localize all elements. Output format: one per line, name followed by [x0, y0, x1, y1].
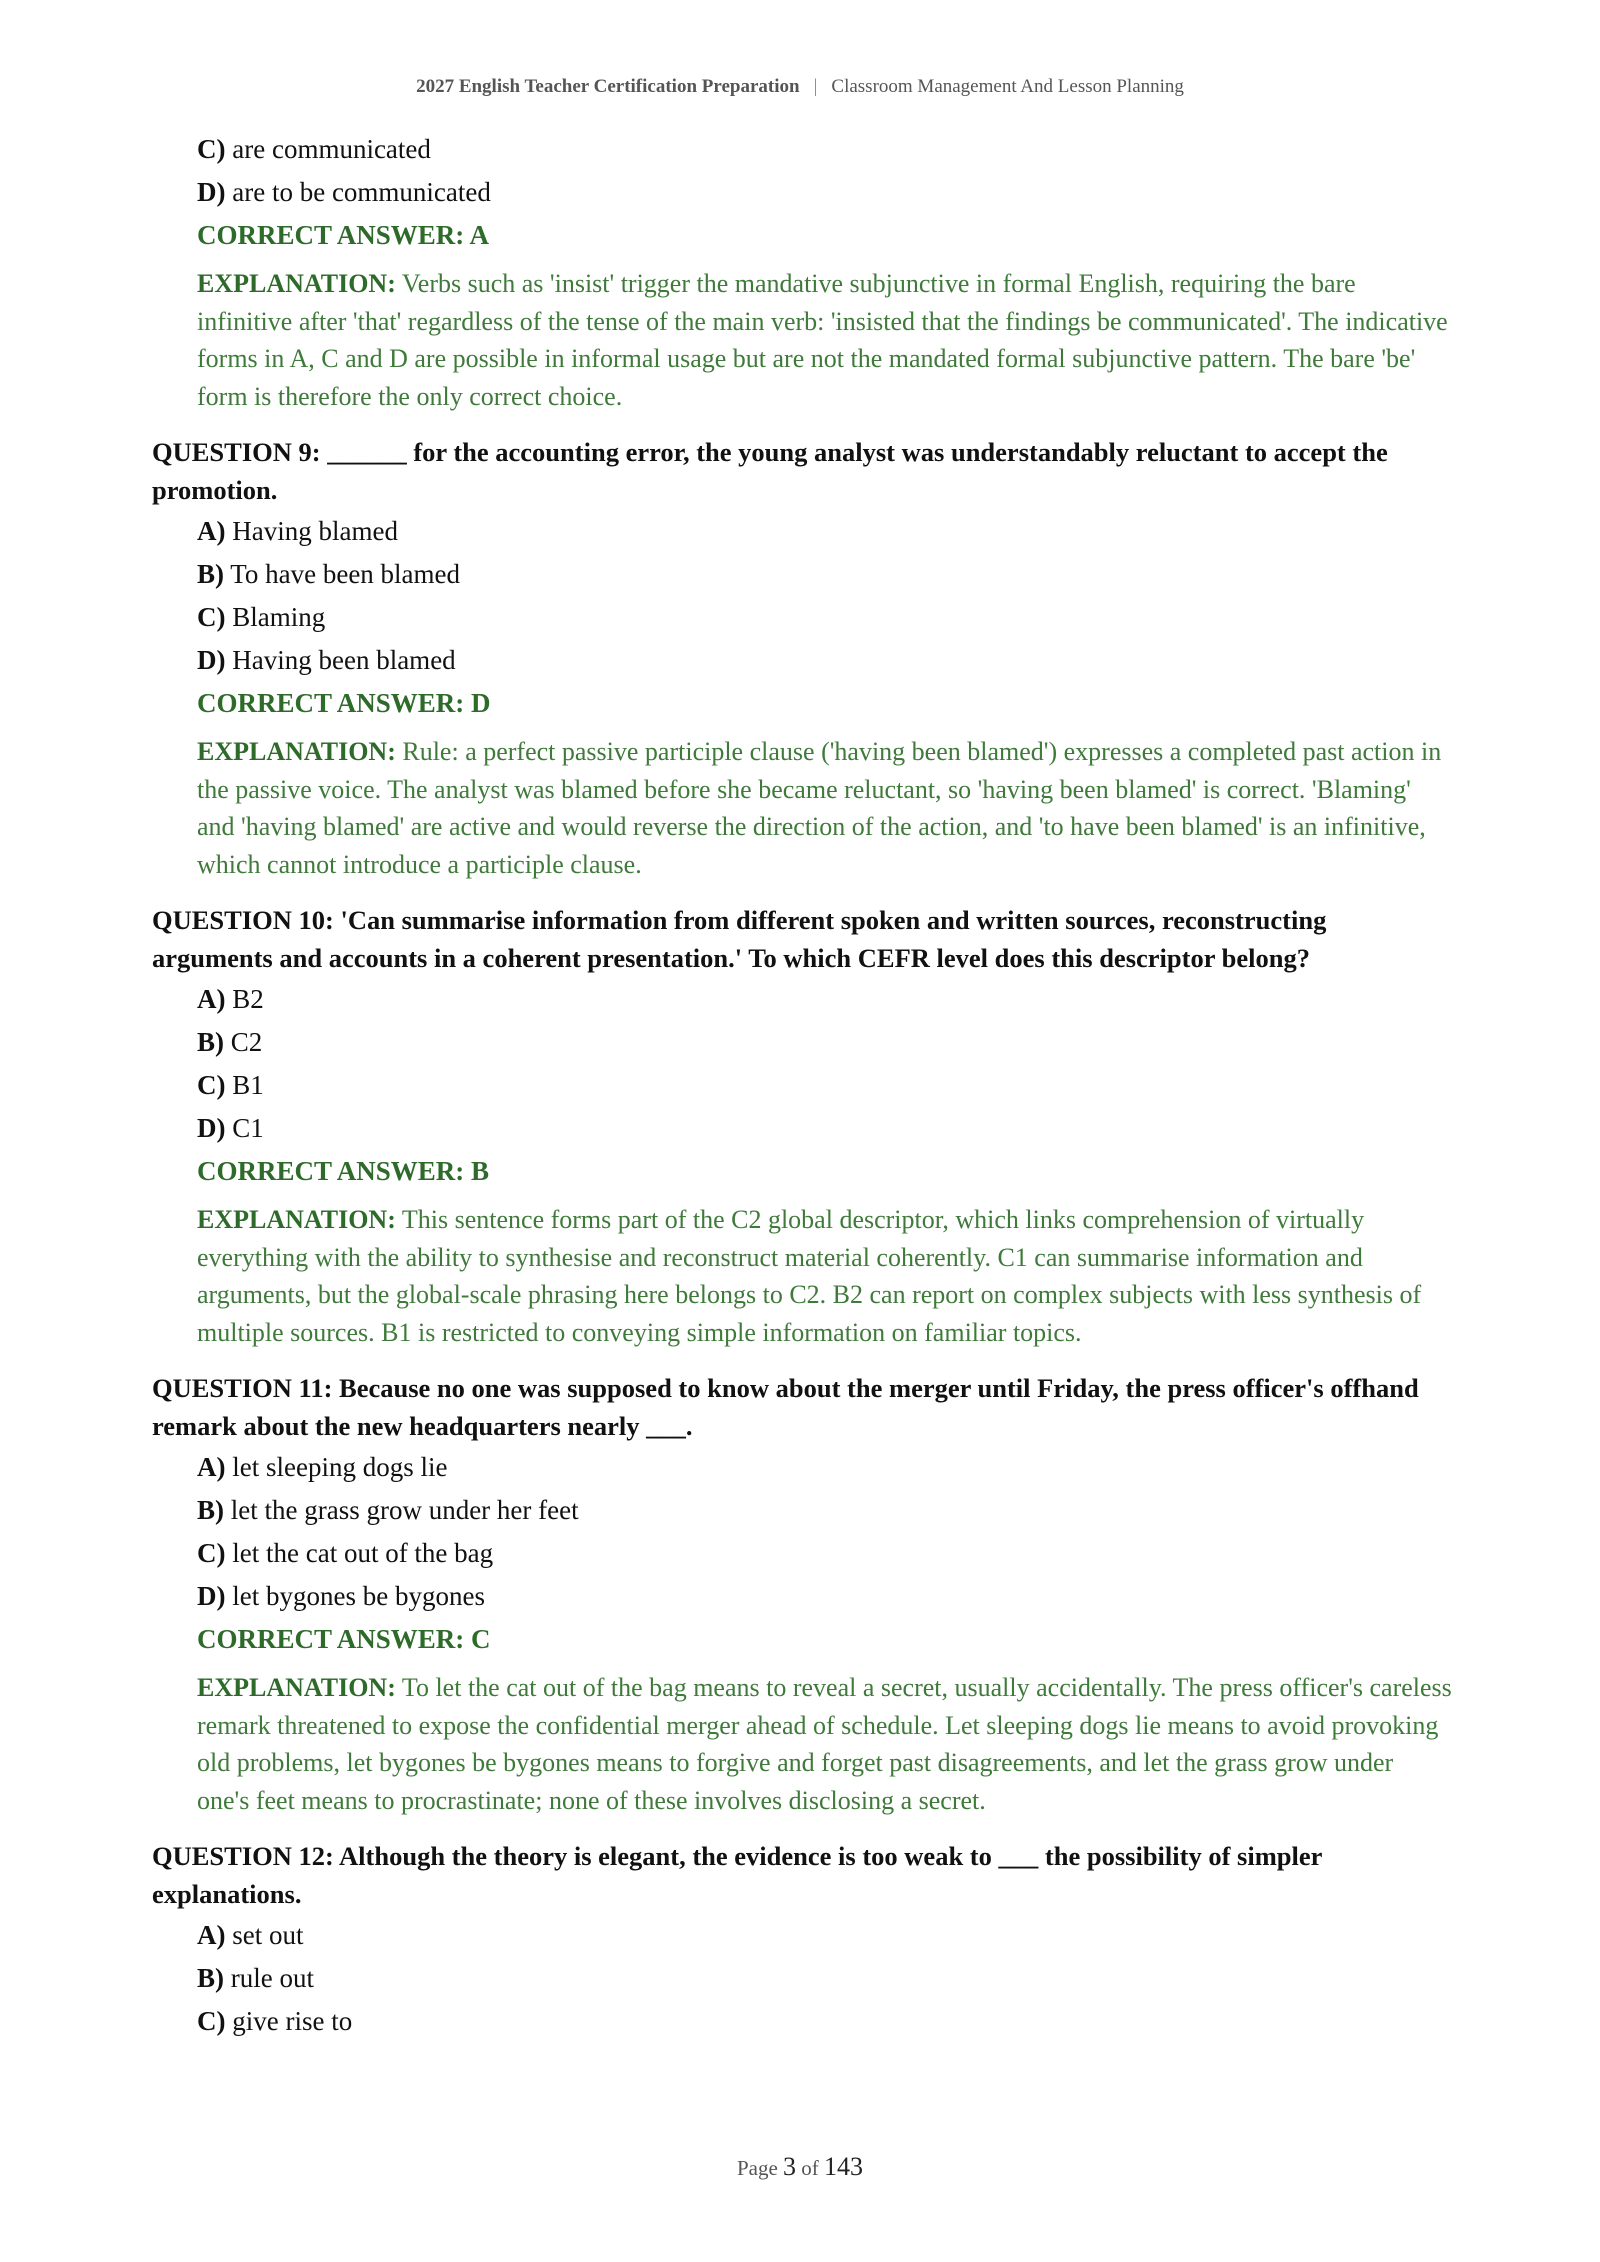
option-letter: A): [197, 516, 226, 546]
explanation-text: This sentence forms part of the C2 global descriptor, which links comprehension of virtually everything with the ability to synthesise and reconstruct material coherently. C1 can summarise information and arguments, but the global-scale phrasing here belongs to C2. B2 can report on complex subjects with less synthesis of multiple sources. B1 is restricted to conveying simple information on familiar topics.: [197, 1205, 1422, 1347]
correct-answer: CORRECT ANSWER: C: [197, 1624, 491, 1654]
option-text: To have been blamed: [230, 559, 461, 589]
option-text: B2: [232, 984, 264, 1014]
page-header: [0, 74, 1600, 100]
option-letter: D): [197, 645, 226, 675]
explanation-label: EXPLANATION:: [197, 737, 396, 766]
answer-option: [197, 602, 1452, 645]
answer-option: [197, 516, 1452, 559]
answer-option: [197, 1538, 1452, 1581]
explanation: [197, 1199, 1452, 1351]
option-letter: D): [197, 1113, 226, 1143]
option-letter: A): [197, 1920, 226, 1950]
option-text: are to be communicated: [232, 177, 491, 207]
page-footer: [0, 2152, 1600, 2182]
option-text: set out: [232, 1920, 304, 1950]
option-text: Having blamed: [232, 516, 398, 546]
correct-answer: CORRECT ANSWER: A: [197, 220, 490, 250]
correct-answer: CORRECT ANSWER: B: [197, 1156, 490, 1186]
page-content: [152, 134, 1452, 2049]
question-8-tail: [152, 134, 1452, 415]
document-title: 2027 English Teacher Certification Preparation: [416, 76, 800, 97]
option-letter: C): [197, 134, 226, 164]
explanation: [197, 1667, 1452, 1819]
answer-option: [197, 1070, 1452, 1113]
answer-option: [197, 1495, 1452, 1538]
option-letter: B): [197, 1027, 224, 1057]
option-text: are communicated: [232, 134, 431, 164]
answer-option: [197, 1963, 1452, 2006]
explanation: [197, 263, 1452, 415]
option-letter: A): [197, 1452, 226, 1482]
option-letter: B): [197, 1963, 224, 1993]
question-12: [152, 1838, 1452, 2049]
option-letter: B): [197, 559, 224, 589]
option-text: rule out: [230, 1963, 314, 1993]
option-text: let the cat out of the bag: [232, 1538, 494, 1568]
explanation: [197, 731, 1452, 883]
answer-option: [197, 559, 1452, 602]
option-text: Having been blamed: [232, 645, 456, 675]
answer-option: [197, 1581, 1452, 1624]
option-text: let sleeping dogs lie: [232, 1452, 448, 1482]
explanation-text: Rule: a perfect passive participle clause ('having been blamed') expresses a completed past action in the passive voice. The analyst was blamed before she became reluctant, so 'having been blamed' is correct. 'Blaming' and 'having blamed' are active and would reverse the direction of the action, and 'to have been blamed' is an infinitive, which cannot introduce a participle clause.: [197, 737, 1442, 879]
option-letter: D): [197, 1581, 226, 1611]
explanation-label: EXPLANATION:: [197, 1673, 396, 1702]
page-label: Page: [736, 2156, 778, 2180]
option-text: Blaming: [232, 602, 326, 632]
option-text: give rise to: [232, 2006, 353, 2036]
answer-option: [197, 645, 1452, 688]
question-10: [152, 902, 1452, 1351]
option-text: C1: [232, 1113, 264, 1143]
explanation-label: EXPLANATION:: [197, 1205, 396, 1234]
question-text: QUESTION 9: ______ for the accounting error, the young analyst was understandably reluctant to accept the promotion.: [152, 437, 1388, 505]
question-text: QUESTION 10: 'Can summarise information from different spoken and written sources, reconstructing arguments and accounts in a coherent presentation.' To which CEFR level does this descriptor belong?: [152, 905, 1327, 973]
explanation-text: Verbs such as 'insist' trigger the mandative subjunctive in formal English, requiring the bare infinitive after 'that' regardless of the tense of the main verb: 'insisted that the findings be communicated'. The indicative forms in A, C and D are possible in informal usage but are not the mandated formal subjunctive pattern. The bare 'be' form is therefore the only correct choice.: [197, 269, 1448, 411]
option-text: C2: [230, 1027, 263, 1057]
of-label: of: [801, 2156, 819, 2180]
section-title: Classroom Management And Lesson Planning: [831, 76, 1184, 97]
correct-answer: CORRECT ANSWER: D: [197, 688, 491, 718]
answer-option: [197, 2006, 1452, 2049]
header-separator: |: [813, 76, 818, 97]
option-letter: C): [197, 2006, 226, 2036]
question-text: QUESTION 12: Although the theory is elegant, the evidence is too weak to ___ the possibility of simpler explanations.: [152, 1841, 1322, 1909]
option-letter: C): [197, 602, 226, 632]
answer-option: [197, 1920, 1452, 1963]
question-11: [152, 1370, 1452, 1819]
answer-option: [197, 1113, 1452, 1156]
option-text: let the grass grow under her feet: [230, 1495, 579, 1525]
answer-option: [197, 1452, 1452, 1495]
option-letter: C): [197, 1070, 226, 1100]
total-pages: 143: [824, 2152, 864, 2181]
answer-option: [197, 1027, 1452, 1070]
answer-option: [197, 134, 1452, 177]
option-letter: D): [197, 177, 226, 207]
option-letter: A): [197, 984, 226, 1014]
answer-option: [197, 984, 1452, 1027]
question-9: [152, 434, 1452, 883]
explanation-text: To let the cat out of the bag means to reveal a secret, usually accidentally. The press officer's careless remark threatened to expose the confidential merger ahead of schedule. Let sleeping dogs lie means to avoid provoking old problems, let bygones be bygones means to forgive and forget past disagreements, and let the grass grow under one's feet means to procrastinate; none of these involves disclosing a secret.: [197, 1673, 1452, 1815]
answer-option: [197, 177, 1452, 220]
option-letter: B): [197, 1495, 224, 1525]
explanation-label: EXPLANATION:: [197, 269, 396, 298]
option-text: let bygones be bygones: [232, 1581, 485, 1611]
page-number: 3: [783, 2152, 797, 2181]
option-text: B1: [232, 1070, 264, 1100]
question-text: QUESTION 11: Because no one was supposed to know about the merger until Friday, the press officer's offhand remark about the new headquarters nearly ___.: [152, 1373, 1419, 1441]
option-letter: C): [197, 1538, 226, 1568]
